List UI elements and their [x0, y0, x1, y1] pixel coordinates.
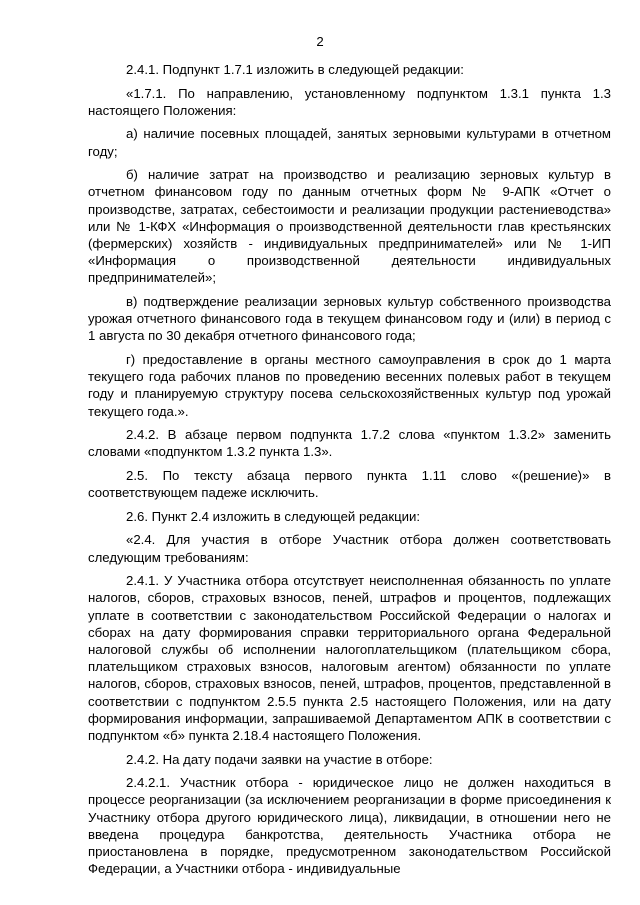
paragraph-2-4-1-new: 2.4.1. У Участника отбора отсутствует неисполненная обязанность по уплате налогов, сборов, страховых взносов, пеней, штрафов и процентов, подлежащих уплате в соответствии с законодательством Российской Федерации о налогах и сборах на дату формирования справки территориального органа Федеральной налоговой службы об исполнении налогоплательщиком (плательщиком сбора, плательщиком страховых взносов, налоговым агентом) обязанности по уплате налогов, сборов, страховых взносов, пеней, штрафов, процентов, представленной в соответствии с подпунктом 2.5.5 пункта 2.5 настоящего Положения, или на дату формирования информации, запрашиваемой Департаментом АПК в соответствии с подпунктом «б» пункта 2.18.4 настоящего Положения. [88, 573, 611, 744]
paragraph-item-v: в) подтверждение реализации зерновых культур собственного производства урожая отчетного финансового года в текущем финансовом году и (или) в период с 1 августа по 30 декабря отчетного финансового года; [88, 294, 611, 344]
paragraph-2-5: 2.5. По тексту абзаца первого пункта 1.11 слово «(решение)» в соответствующем падеже исключить. [88, 468, 611, 501]
paragraph-2-6: 2.6. Пункт 2.4 изложить в следующей редакции: [126, 508, 421, 524]
paragraph-2-4-new: «2.4. Для участия в отборе Участник отбора должен соответствовать следующим требованиям: [88, 532, 611, 565]
paragraph-1-7-1: «1.7.1. По направлению, установленному подпунктом 1.3.1 пункта 1.3 настоящего Положения: [88, 85, 611, 118]
paragraph-2-4-2-new: 2.4.2. На дату подачи заявки на участие в отборе: [126, 751, 433, 767]
paragraph-item-a: а) наличие посевных площадей, занятых зерновыми культурами в отчетном году; [88, 126, 611, 159]
paragraph-item-g: г) предоставление в органы местного самоуправления в срок до 1 марта текущего года рабочих планов по проведению весенних полевых работ в текущем году и планируемую структуру посева сельскохозяйственных культур под урожай текущего года.». [88, 352, 611, 419]
paragraph-2-4-2-amendment: 2.4.2. В абзаце первом подпункта 1.7.2 слова «пунктом 1.3.2» заменить словами «подпунктом 1.3.2 пункта 1.3». [88, 427, 611, 460]
document-body [88, 61, 611, 877]
paragraph-item-b: б) наличие затрат на производство и реализацию зерновых культур в отчетном финансовом году по данным отчетных форм № 9-АПК «Отчет о производстве, затратах, себестоимости и реализации продукции растениеводства» или № 1-КФХ «Информация о производственной деятельности глав крестьянских (фермерских) хозяйств - индивидуальных предпринимателей» или № 1-ИП «Информация о производственной деятельности индивидуальных предпринимателей»; [88, 167, 611, 286]
page-number: 2 [316, 34, 324, 49]
paragraph-2-4-1: 2.4.1. Подпункт 1.7.1 изложить в следующей редакции: [126, 62, 464, 77]
paragraph-2-4-2-1: 2.4.2.1. Участник отбора - юридическое лицо не должен находиться в процессе реорганизации (за исключением реорганизации в форме присоединения к Участнику отбора другого юридического лица), ликвидации, в отношении него не введена процедура банкротства, деятельность Участника отбора не приостановлена в порядке, предусмотренном законодательством Российской Федерации, а Участники отбора - индивидуальные [88, 775, 611, 877]
